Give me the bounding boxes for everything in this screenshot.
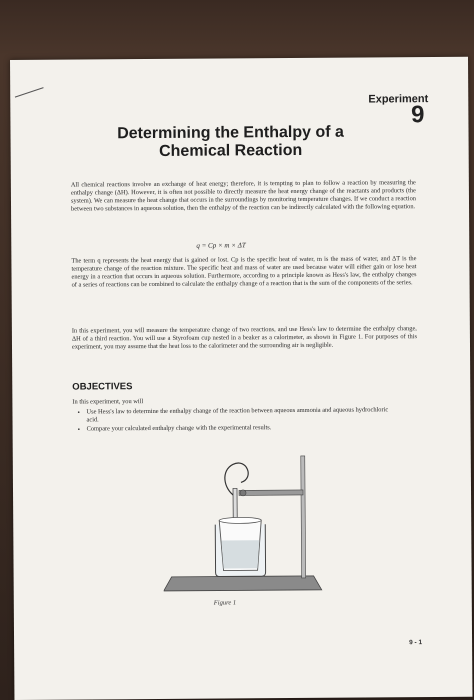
experiment-number: 9	[410, 101, 425, 129]
objectives-intro: In this experiment, you will	[72, 398, 144, 406]
objective-text: Use Hess's law to determine the enthalpy change of the reaction between aqueous ammonia and aqueous hydrochloric acid.	[86, 406, 389, 424]
figure-caption: Figure 1	[213, 599, 237, 607]
list-item	[77, 423, 397, 433]
page-number: 9 - 1	[409, 639, 423, 647]
experiment-label: Experiment	[368, 93, 429, 106]
experiment-paragraph: In this experiment, you will measure the temperature change of two reactions, and use Hess's law to determine the enthalpy change, ΔH of a third reaction. You will use a Styrofoam cup nested in a beaker as a calorimeter, as shown in Figure 1. For purposes of this experiment, you may assume that the heat loss to the calorimeter and the surrounding air is negligible.	[71, 325, 417, 351]
bullet-icon: •	[77, 425, 81, 434]
clamp-knob	[240, 490, 246, 496]
bullet-icon: •	[77, 408, 80, 417]
list-item	[76, 406, 396, 424]
pen-mark	[15, 87, 44, 97]
intro-paragraph: All chemical reactions involve an exchange of heat energy; therefore, it is tempting to plan to follow a reaction by measuring the enthalpy change (ΔH). However, it is often not possible to directly measure the heat energy change of the reactants and products (the system). We can measure the heat change that occurs in the surroundings by monitoring temperature changes. If we conduct a reaction between two substances in aqueous solution, then the enthalpy of the reaction can be indirectly calculated with the following equation.	[70, 179, 417, 213]
page-title: Determining the Enthalpy of a Chemical Reaction	[117, 123, 344, 160]
cup-rim	[219, 517, 261, 523]
clamp	[239, 490, 303, 495]
calorimeter-figure	[163, 448, 324, 599]
stand-rod	[301, 456, 306, 578]
heat-equation: q = Cp × m × ΔT	[196, 241, 246, 250]
terms-paragraph: The term q represents the heat energy that is gained or lost. Cp is the specific heat of water, m is the mass of water, and ΔT is the temperature change of the reaction mixture. The specific heat and mass of water are used because water will either gain or lose heat energy in a reaction that occurs in aqueous solution. Furthermore, according to a principle known as Hess's law, the enthalpy changes of a series of reactions can be combined to calculate the enthalpy change of a reaction that is the sum of the components of the series.	[71, 255, 417, 289]
stand-base	[164, 576, 322, 591]
document-page	[10, 57, 472, 700]
objectives-list	[76, 406, 396, 434]
objectives-heading: OBJECTIVES	[72, 381, 133, 393]
objective-text: Compare your calculated enthalpy change with the experimental results.	[86, 424, 272, 433]
liquid	[221, 540, 259, 568]
